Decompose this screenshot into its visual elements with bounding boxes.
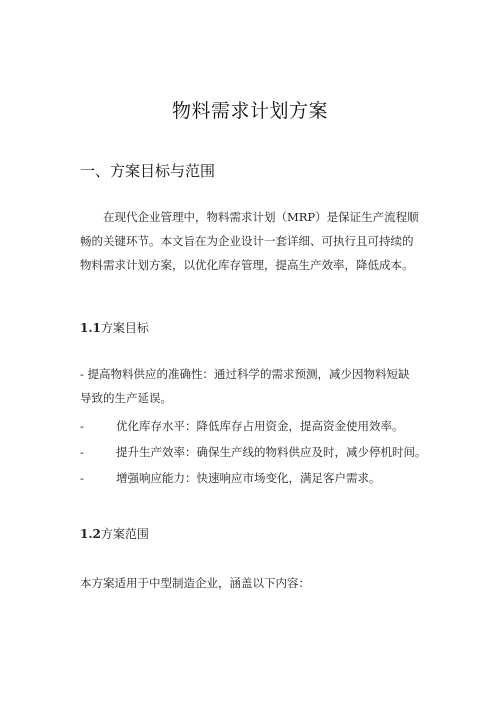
subsection-number: 1.2	[80, 527, 101, 541]
bullet-dash: -	[80, 471, 84, 485]
goal-bullet	[80, 414, 440, 438]
subsection-title: 方案目标	[100, 321, 149, 335]
subsection-heading-scope	[80, 525, 149, 542]
intro-paragraph	[80, 205, 420, 277]
subsection-title: 方案范围	[100, 527, 149, 541]
goal-bullet	[80, 440, 440, 464]
bullet-text: 增强响应能力：快速响应市场变化，满足客户需求。	[116, 471, 381, 485]
subsection-heading-goals	[80, 319, 149, 336]
document-title: 物料需求计划方案	[171, 100, 328, 122]
goal-lead-paragraph: - 提高物料供应的准确性：通过科学的需求预测，减少因物料短缺导致的生产延误。	[80, 367, 410, 405]
section-heading: 一、方案目标与范围	[80, 162, 216, 180]
intro-text: 在现代企业管理中，物料需求计划（MRP）是保证生产流程顺畅的关键环节。本文旨在为企业设计一套详细、可执行且可持续的物料需求计划方案，以优化库存管理，提高生产效率，降低成本。	[80, 210, 419, 272]
goal-bullet	[80, 466, 440, 490]
bullet-text: 提升生产效率：确保生产线的物料供应及时，减少停机时间。	[116, 445, 427, 459]
bullet-dash: -	[80, 445, 84, 459]
bullet-dash: -	[80, 419, 84, 433]
scope-paragraph: 本方案适用于中型制造企业，涵盖以下内容：	[80, 576, 310, 590]
bullet-text: 优化库存水平：降低库存占用资金，提高资金使用效率。	[116, 419, 404, 433]
subsection-number: 1.1	[80, 321, 101, 335]
